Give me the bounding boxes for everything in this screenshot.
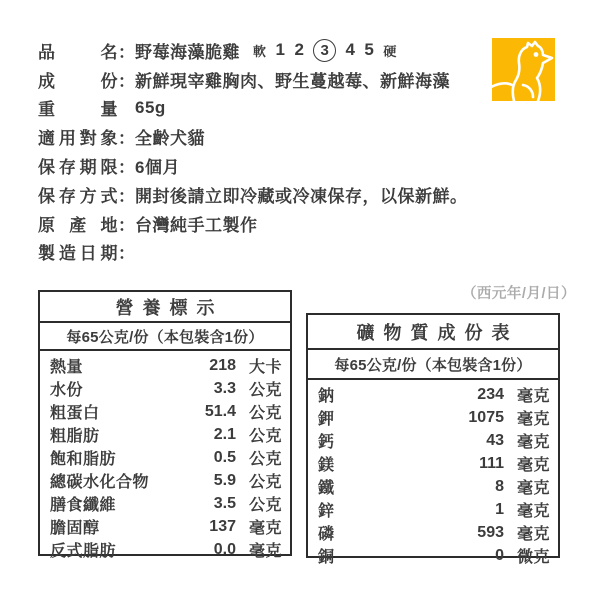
mineral-value: 0 [495, 546, 504, 564]
table-row [308, 406, 558, 429]
info-label: 重量 [38, 100, 118, 120]
info-separator: ： [118, 158, 136, 178]
table-row [40, 515, 290, 538]
nutrient-name: 粗蛋白 [50, 405, 100, 422]
info-label: 適用對象 [38, 129, 118, 149]
hardness-level-4: 4 [345, 40, 356, 60]
info-row-origin [38, 209, 578, 238]
hardness-level-1: 1 [275, 40, 286, 60]
mineral-table-title: 礦物質成份表 [308, 315, 558, 350]
mineral-value: 8 [495, 477, 504, 495]
info-row-shelf-life [38, 151, 578, 180]
info-label: 保存方式 [38, 186, 118, 206]
brand-badge [492, 38, 555, 101]
info-separator: ： [118, 186, 136, 206]
nutrient-unit: 公克 [248, 474, 282, 491]
nutrient-value: 5.9 [213, 471, 236, 489]
mineral-unit: 毫克 [516, 388, 550, 405]
nutrient-unit: 毫克 [248, 520, 282, 537]
hardness-soft-label: 軟 [253, 43, 267, 59]
info-separator: ： [118, 129, 136, 149]
table-row [40, 492, 290, 515]
table-row [40, 446, 290, 469]
hardness-level-3-selected: 3 [313, 39, 336, 62]
nutrition-table-body [40, 351, 290, 565]
table-row [40, 377, 290, 400]
nutrition-table [38, 290, 292, 560]
mineral-name: 鋅 [318, 503, 335, 520]
mineral-unit: 毫克 [516, 480, 550, 497]
info-separator: ： [118, 215, 136, 235]
product-name: 野莓海藻脆雞 [135, 42, 240, 62]
table-row [308, 383, 558, 406]
mineral-name: 銅 [318, 549, 335, 566]
table-row [308, 498, 558, 521]
shelf-life-value: 6個月 [135, 158, 180, 178]
nutrient-name: 熱量 [50, 359, 84, 376]
info-separator: ： [118, 71, 136, 91]
nutrient-value: 0.5 [213, 448, 236, 466]
nutrient-value: 137 [209, 517, 236, 535]
mineral-name: 鐵 [318, 480, 335, 497]
hardness-level-2: 2 [294, 40, 305, 60]
table-row [40, 400, 290, 423]
table-row [308, 452, 558, 475]
mineral-unit: 微克 [516, 549, 550, 566]
mineral-value: 234 [477, 385, 504, 403]
date-format-hint: （西元年/月/日） [461, 286, 576, 302]
mineral-unit: 毫克 [516, 457, 550, 474]
storage-value: 開封後請立即冷藏或冷凍保存，以保新鮮。 [135, 186, 468, 206]
table-row [40, 469, 290, 492]
mineral-value: 593 [477, 523, 504, 541]
info-label: 原產地 [38, 215, 118, 235]
table-row [308, 544, 558, 567]
mineral-unit: 毫克 [516, 411, 550, 428]
table-row [40, 538, 290, 561]
mineral-unit: 毫克 [516, 434, 550, 451]
info-label: 製造日期 [38, 244, 118, 264]
hardness-hard-label: 硬 [383, 43, 397, 59]
nutrient-name: 飽和脂肪 [50, 451, 117, 468]
info-separator: ： [118, 42, 136, 62]
mineral-name: 磷 [318, 526, 335, 543]
nutrient-unit: 公克 [248, 497, 282, 514]
table-row [308, 475, 558, 498]
nutrient-name: 總碳水化合物 [50, 474, 150, 491]
info-label: 成份 [38, 71, 118, 91]
nutrient-name: 水份 [50, 382, 84, 399]
table-row [40, 354, 290, 377]
hardness-scale [253, 39, 397, 62]
mineral-name: 鈉 [318, 388, 335, 405]
mineral-value: 111 [479, 454, 504, 472]
nutrient-unit: 公克 [248, 405, 282, 422]
table-row [308, 429, 558, 452]
nutrient-value: 218 [209, 356, 236, 374]
nutrition-serving-info: 每65公克/份（本包裝含1份） [40, 323, 290, 351]
mineral-value: 43 [486, 431, 504, 449]
table-row [40, 423, 290, 446]
info-label: 保存期限 [38, 158, 118, 178]
nutrient-unit: 大卡 [248, 359, 282, 376]
nutrient-unit: 毫克 [248, 543, 282, 560]
nutrient-value: 0.0 [213, 540, 236, 558]
nutrient-value: 3.3 [213, 379, 236, 397]
mineral-value: 1 [495, 500, 504, 518]
mineral-name: 鈣 [318, 434, 335, 451]
mineral-value: 1075 [468, 408, 504, 426]
nutrient-unit: 公克 [248, 382, 282, 399]
nutrient-value: 51.4 [204, 402, 236, 420]
mineral-unit: 毫克 [516, 503, 550, 520]
mineral-name: 鉀 [318, 411, 335, 428]
mineral-unit: 毫克 [516, 526, 550, 543]
nutrient-value: 3.5 [213, 494, 236, 512]
target-value: 全齡犬貓 [135, 129, 205, 149]
nutrient-unit: 公克 [248, 428, 282, 445]
origin-value: 台灣純手工製作 [135, 215, 258, 235]
info-row-target [38, 122, 578, 151]
nutrient-name: 粗脂肪 [50, 428, 100, 445]
mineral-table-body [308, 380, 558, 571]
mineral-table [306, 313, 560, 566]
mineral-name: 鎂 [318, 457, 335, 474]
table-row [308, 521, 558, 544]
mineral-serving-info: 每65公克/份（本包裝含1份） [308, 350, 558, 380]
nutrient-name: 反式脂肪 [50, 543, 117, 560]
info-row-manufacture-date [38, 238, 578, 267]
nutrient-value: 2.1 [213, 425, 236, 443]
info-row-storage [38, 180, 578, 209]
ingredients-value: 新鮮現宰雞胸肉、野生蔓越莓、新鮮海藻 [135, 71, 450, 91]
nutrient-name: 膳食纖維 [50, 497, 117, 514]
info-separator: ： [118, 244, 136, 264]
nutrient-unit: 公克 [248, 451, 282, 468]
chicken-icon [492, 38, 555, 101]
nutrient-name: 膽固醇 [50, 520, 100, 537]
hardness-level-5: 5 [364, 40, 375, 60]
weight-value: 65g [135, 97, 166, 117]
info-label: 品名 [38, 42, 118, 62]
nutrition-table-title: 營養標示 [40, 292, 290, 323]
